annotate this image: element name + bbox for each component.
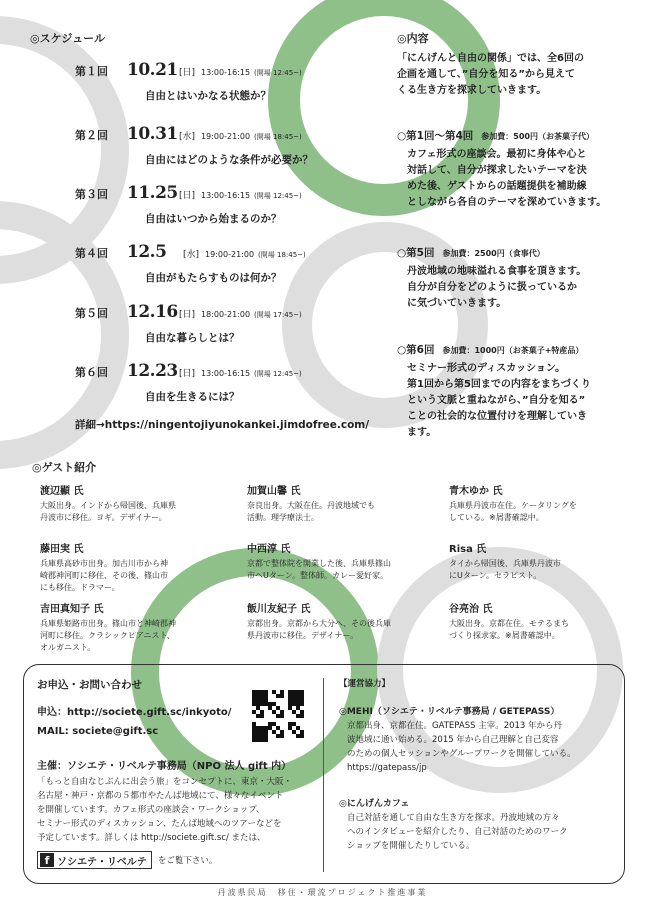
session-date: 10.31 [127, 124, 178, 144]
content-intro: 「にんげんと自由の関係」では、全6回の 企画を通して、”自分を知る”から見えて くる生き方を探求していきます。 [397, 53, 584, 96]
guest-item [247, 600, 442, 642]
session-time: 19:00-21:00 [205, 250, 255, 259]
session-open-time: (開場 17:45~) [254, 311, 302, 319]
session-day: [日] [179, 68, 196, 78]
session-row [75, 302, 302, 345]
block-description: セミナー形式のディスカッション。 第1回から第5回までの内容をまちづくり という文脈と重ねながら、”自分を知る” ことの社会的な位置付けを理解していき ます。 [407, 363, 591, 438]
session-number: 第５回 [75, 307, 108, 320]
operation-org [339, 796, 619, 853]
session-number: 第３回 [75, 188, 108, 201]
session-day: [水] [179, 132, 196, 142]
session-date: 12.5 [127, 242, 167, 262]
mail-address[interactable]: MAIL: societe@gift.sc [37, 726, 159, 737]
facebook-label: ソシエテ・リベルテ [57, 856, 147, 868]
content-heading: ◎内容 [397, 32, 429, 45]
block-fee: 参加費：2500円（食事代） [442, 249, 545, 258]
block-fee: 参加費：1000円（お茶菓子+特産品） [442, 346, 584, 355]
apply-url[interactable]: 申込：http://societe.gift.sc/inkyoto/ [37, 707, 232, 718]
session-open-time: (開場 18:45~) [254, 133, 302, 141]
guest-item [40, 540, 235, 594]
content-block [397, 245, 637, 312]
session-theme: 自由を生きるには？ [145, 391, 240, 403]
session-date: 11.25 [127, 183, 178, 203]
block-heading: ○第5回 [397, 247, 435, 259]
organizer: 主催：ソシエテ・リベルテ事務局（NPO 法人 gift 内） [37, 761, 292, 772]
session-open-time: (開場 18:45~) [258, 251, 306, 259]
session-day: [日] [179, 191, 196, 201]
session-time: 19:00-21:00 [201, 132, 251, 141]
session-time: 13:00-16:15 [201, 191, 251, 200]
facebook-icon: f [40, 853, 54, 867]
session-day: [日] [179, 310, 196, 320]
session-theme: 自由とはいかなる状態か？ [145, 90, 271, 102]
guest-name: 吉田真知子 氏 [40, 604, 104, 615]
session-number: 第２回 [75, 129, 108, 142]
operation-org [339, 704, 619, 775]
block-heading: ○第1回〜第4回 [397, 130, 474, 142]
guest-item [449, 482, 644, 524]
guest-item [449, 600, 644, 642]
org-name: ◎にんげんカフェ [339, 799, 410, 809]
session-theme: 自由はいつから始まるのか？ [145, 213, 282, 225]
session-number: 第６回 [75, 366, 108, 379]
guest-description: 兵庫県高砂市出身。加古川市から神 崎郡神河町に移住、その後、篠山市 にも移住。ドラマー。 [40, 559, 168, 592]
session-row [75, 361, 302, 404]
operation-heading: 【運営協力】 [339, 679, 391, 689]
session-date: 12.23 [127, 361, 178, 381]
session-time: 13:00-16:15 [201, 68, 251, 77]
guest-description: 大阪出身。京都在住。モテるまち づくり探求家。※屑書確認中。 [449, 619, 569, 640]
org-description: 京都出身、京都在住。GATEPASS 主宰。2013 年から丹 波地域に通い始める。2015 年から自己理解と自己変容 のための個人セッションやグループワークを開催している。 https://gatepass/jp [347, 721, 576, 773]
guest-description: 兵庫県丹波市在住。ケータリングを している。※屑書確認中。 [449, 501, 577, 522]
block-heading: ○第6回 [397, 344, 435, 356]
guest-description: タイから帰国後、兵庫県丹波市 にUターン。セラピスト。 [449, 559, 561, 580]
guest-item [247, 540, 442, 582]
block-description: カフェ形式の座談会。最初に身体や心と 対話して、自分が探求したいテーマを決 めた後、ゲストからの話題提供を補助線 としながら各自のテーマを深めていきます。 [407, 149, 607, 208]
session-date: 12.16 [127, 302, 178, 322]
guest-name: 青木ゆか 氏 [449, 486, 503, 497]
guest-item [40, 482, 235, 524]
guest-description: 京都出身。京都から大分へ、その後兵庫 県丹波市に移住。デザイナー。 [247, 619, 391, 640]
session-time: 13:00-16:15 [201, 369, 251, 378]
session-number: 第４回 [75, 247, 108, 260]
session-theme: 自由な暮らしとは？ [145, 332, 240, 344]
session-open-time: (開場 12:45~) [254, 370, 302, 378]
org-name: ◎MEHI（ソシエテ・リベルテ事務局 / GETEPASS） [339, 707, 560, 717]
content-block [397, 128, 637, 211]
session-row [75, 242, 306, 285]
organizer-description: 「もっと自由なじぶんに出会う旅」をコンセプトに、東京・大阪・ 名古屋・神戸・京都の５都市やたんば地域にて、様々なイベント を開催しています。カフェ形式の座談会・ワークショップ、 セミナー形式のディスカッション、たんば地域へのツアーなどを 予定しています。詳しくは http://societe.gift.sc/ または、 [37, 777, 293, 843]
guest-description: 奈良出身。大阪在住。丹波地域でも 活動。理学療法士。 [247, 501, 375, 522]
session-day: [水] [183, 250, 200, 260]
schedule-heading: ◎スケジュール [30, 32, 105, 45]
guest-name: Risa 氏 [449, 544, 487, 555]
guest-item [247, 482, 442, 524]
org-description: 自己対話を通して自由な生き方を探求。丹波地域の方々 へのインタビューを紹介したり、自己対話のためのワーク ショップを開催したりしている。 [347, 813, 568, 851]
guest-name: 加賀山馨 氏 [247, 486, 301, 497]
session-number: 第１回 [75, 65, 108, 78]
block-description: 丹波地域の地味溢れる食事を頂きます。 自分が自分をどのように扱っているか に気づいていきます。 [407, 266, 587, 309]
footer-text: 丹波県民局 移住・環流プロジェクト推進事業 [217, 888, 428, 897]
session-date: 10.21 [127, 60, 178, 80]
session-row [75, 124, 313, 167]
guest-description: 大阪出身。インドから帰国後、兵庫県 丹波市に移住。ヨギ。デザイナー。 [40, 501, 176, 522]
guest-name: 藤田実 氏 [40, 544, 84, 555]
guest-name: 渡辺顯 氏 [40, 486, 84, 497]
session-open-time: (開場 12:45~) [254, 192, 302, 200]
contact-title: お申込・お問い合わせ [37, 679, 142, 691]
block-fee: 参加費：500円（お茶菓子代） [481, 132, 594, 141]
guest-name: 谷亮治 氏 [449, 604, 493, 615]
facebook-row [37, 851, 217, 869]
session-row [75, 60, 302, 103]
session-theme: 自由がもたらすものは何か？ [145, 272, 282, 284]
guests-heading: ◎ゲスト紹介 [32, 461, 97, 474]
session-day: [日] [179, 369, 196, 379]
session-theme: 自由にはどのような条件が必要か？ [145, 154, 313, 166]
guest-name: 飯川友紀子 氏 [247, 604, 311, 615]
guest-name: 中西淳 氏 [247, 544, 291, 555]
guest-description: 京都で整体院を開業した後、兵庫県篠山 市へUターン。整体師。カレー愛好家。 [247, 559, 391, 580]
session-row [75, 183, 302, 226]
guest-item [449, 540, 644, 582]
facebook-link[interactable] [37, 851, 152, 869]
session-open-time: (開場 12:45~) [254, 69, 302, 77]
guest-item [40, 600, 235, 654]
facebook-suffix: をご覧下さい。 [157, 856, 218, 866]
detail-url[interactable]: 詳細→https://ningentojiyunokankei.jimdofree.com/ [75, 419, 370, 431]
session-time: 18:00-21:00 [201, 310, 251, 319]
guest-description: 兵庫県姫路市出身。篠山市と神崎郡神 河町に移住。クラシックピアニスト、 オルガニスト。 [40, 619, 176, 652]
content-block [397, 342, 637, 441]
